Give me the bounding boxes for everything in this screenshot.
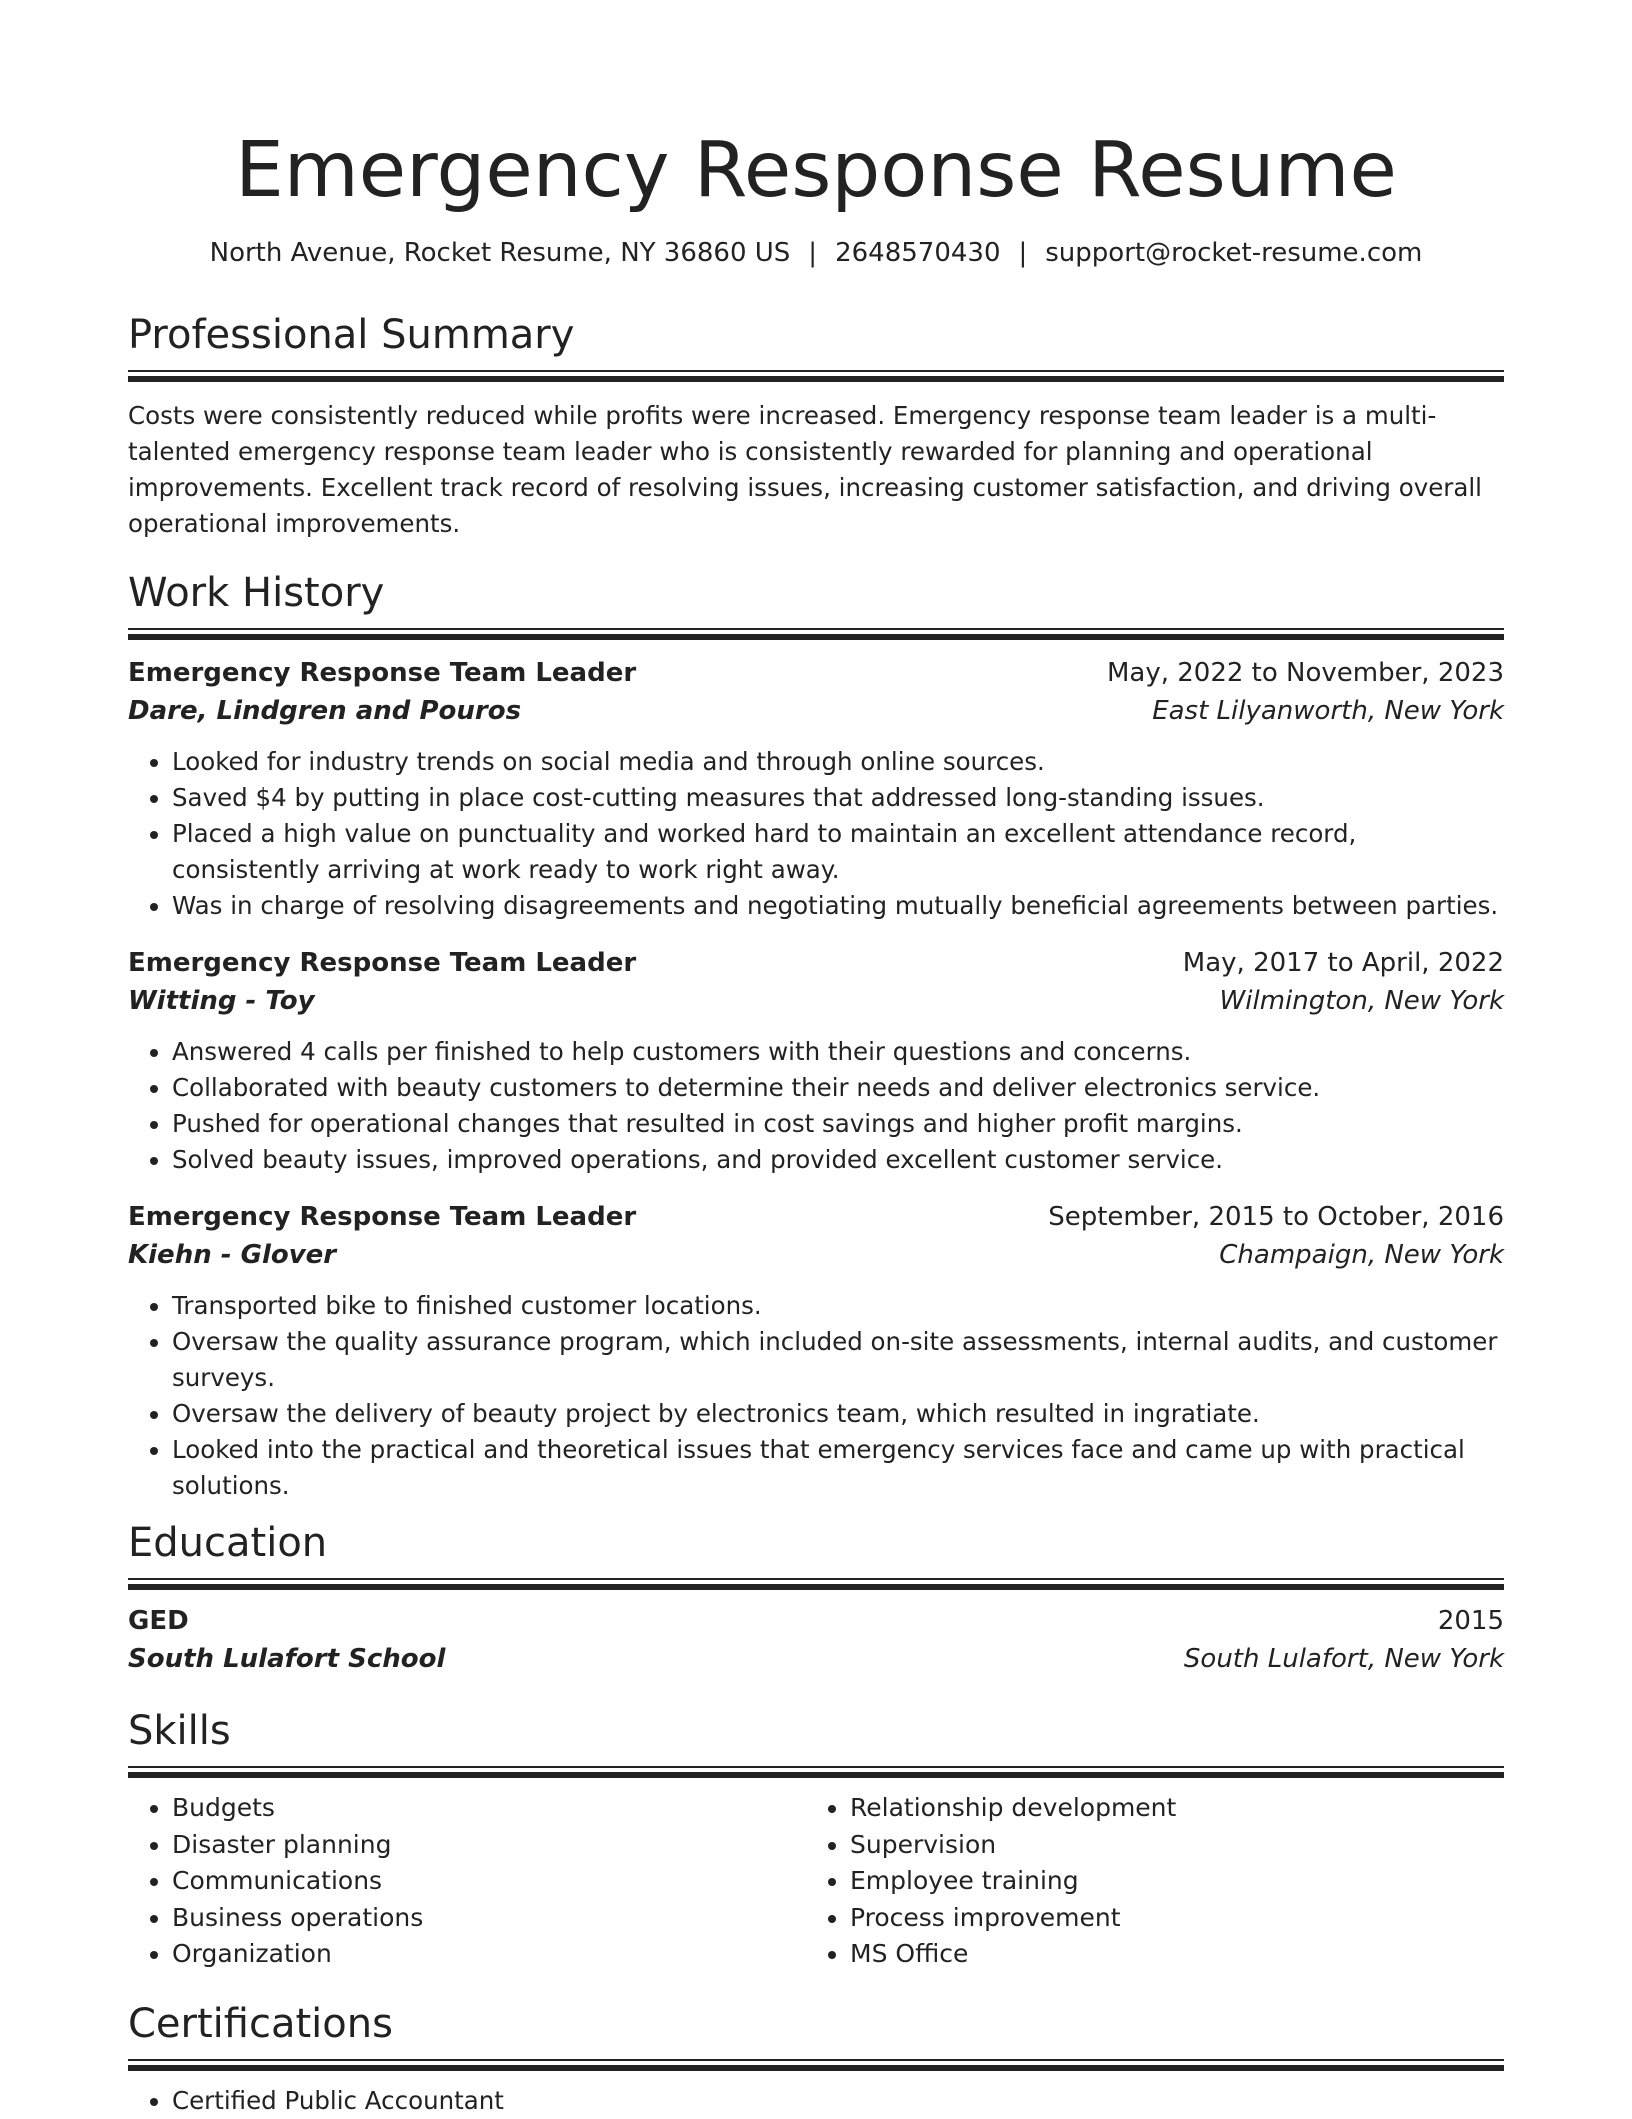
job-dates: September, 2015 to October, 2016	[1048, 1202, 1504, 1232]
list-item: • Pushed for operational changes that resulted in cost savings and higher profit margins.	[172, 1106, 1504, 1142]
list-item: • Collaborated with beauty customers to determine their needs and deliver electronics service.	[172, 1070, 1504, 1106]
school-location: South Lulafort, New York	[1183, 1644, 1504, 1674]
page-title: Emergency Response Resume	[235, 126, 1397, 215]
list-item: • Business operations	[172, 1900, 806, 1937]
list-item: • Supervision	[850, 1827, 1484, 1864]
section-heading: Certifications	[128, 2000, 393, 2047]
job-dates: May, 2022 to November, 2023	[1106, 658, 1504, 688]
list-item: • Oversaw the delivery of beauty project by electronics team, which resulted in ingratiate.	[172, 1396, 1504, 1432]
job-location: Wilmington, New York	[1219, 986, 1504, 1016]
section-divider	[128, 1766, 1504, 1776]
list-item: • Answered 4 calls per finished to help customers with their questions and concerns.	[172, 1034, 1504, 1070]
certification-list	[128, 2083, 1504, 2119]
job-title: Emergency Response Team Leader	[128, 948, 637, 978]
section-divider	[128, 2059, 1504, 2069]
job-location: Champaign, New York	[1219, 1240, 1504, 1270]
list-item: • Placed a high value on punctuality and worked hard to maintain an excellent attendance record, consistently arriving at work ready to work right away.	[172, 816, 1504, 888]
job-location: East Lilyanworth, New York	[1152, 696, 1504, 726]
list-item: • Transported bike to finished customer locations.	[172, 1288, 1504, 1324]
job-title: Emergency Response Team Leader	[128, 1202, 637, 1232]
skills-column-right	[806, 1790, 1484, 1973]
job-entry	[128, 654, 1504, 924]
list-item: • Certified Public Accountant	[172, 2083, 1504, 2119]
list-item: • Organization	[172, 1936, 806, 1973]
contact-line	[128, 236, 1504, 270]
list-item: • Process improvement	[850, 1900, 1484, 1937]
list-item: • Oversaw the quality assurance program, which included on-site assessments, internal audits, and customer surveys.	[172, 1324, 1504, 1396]
certifications-section	[128, 1999, 1504, 2119]
job-bullets	[128, 1034, 1504, 1178]
list-item: • Communications	[172, 1863, 806, 1900]
skills-section	[128, 1706, 1504, 1973]
section-heading: Education	[128, 1520, 328, 1566]
contact-phone: 2648570430	[835, 238, 1001, 268]
contact-separator: |	[808, 238, 818, 268]
list-item: • Was in charge of resolving disagreements and negotiating mutually beneficial agreements between parties.	[172, 888, 1504, 924]
summary-text: Costs were consistently reduced while profits were increased. Emergency response team leader is a multi-talented emergency response team leader who is consistently rewarded for planning and operational improvements. Excellent track record of resolving issues, increasing customer satisfaction, and driving overall operational improvements.	[128, 401, 1482, 538]
section-divider	[128, 1578, 1504, 1588]
job-bullets	[128, 744, 1504, 924]
degree-name: GED	[128, 1606, 189, 1636]
company-name: Kiehn - Glover	[128, 1240, 337, 1270]
section-divider	[128, 628, 1504, 638]
education-entry	[128, 1602, 1504, 1678]
contact-separator: |	[1018, 238, 1028, 268]
section-heading: Work History	[128, 570, 385, 616]
section-heading: Skills	[128, 1708, 231, 1754]
list-item: • Saved $4 by putting in place cost-cutting measures that addressed long-standing issues.	[172, 780, 1504, 816]
list-item: • Looked into the practical and theoretical issues that emergency services face and came up with practical solutions.	[172, 1432, 1504, 1504]
list-item: • Budgets	[172, 1790, 806, 1827]
skills-grid	[128, 1790, 1504, 1973]
school-name: South Lulafort School	[128, 1644, 446, 1674]
job-entry	[128, 944, 1504, 1178]
company-name: Dare, Lindgren and Pouros	[128, 696, 522, 726]
summary-section	[128, 310, 1504, 542]
contact-address: North Avenue, Rocket Resume, NY 36860 US	[209, 238, 791, 268]
list-item: • Looked for industry trends on social media and through online sources.	[172, 744, 1504, 780]
work-history-section	[128, 568, 1504, 1504]
list-item: • Solved beauty issues, improved operations, and provided excellent customer service.	[172, 1142, 1504, 1178]
graduation-year: 2015	[1437, 1606, 1504, 1636]
contact-email: support@rocket-resume.com	[1045, 238, 1423, 268]
education-section	[128, 1518, 1504, 1678]
job-bullets	[128, 1288, 1504, 1504]
section-heading: Professional Summary	[128, 312, 575, 358]
section-divider	[128, 370, 1504, 380]
list-item: • Disaster planning	[172, 1827, 806, 1864]
list-item: • MS Office	[850, 1936, 1484, 1973]
job-entry	[128, 1198, 1504, 1504]
list-item: • Relationship development	[850, 1790, 1484, 1827]
list-item: • Employee training	[850, 1863, 1484, 1900]
job-title: Emergency Response Team Leader	[128, 658, 637, 688]
resume-page	[128, 0, 1504, 2119]
company-name: Witting - Toy	[128, 986, 315, 1016]
job-dates: May, 2017 to April, 2022	[1182, 948, 1504, 978]
skills-column-left	[128, 1790, 806, 1973]
